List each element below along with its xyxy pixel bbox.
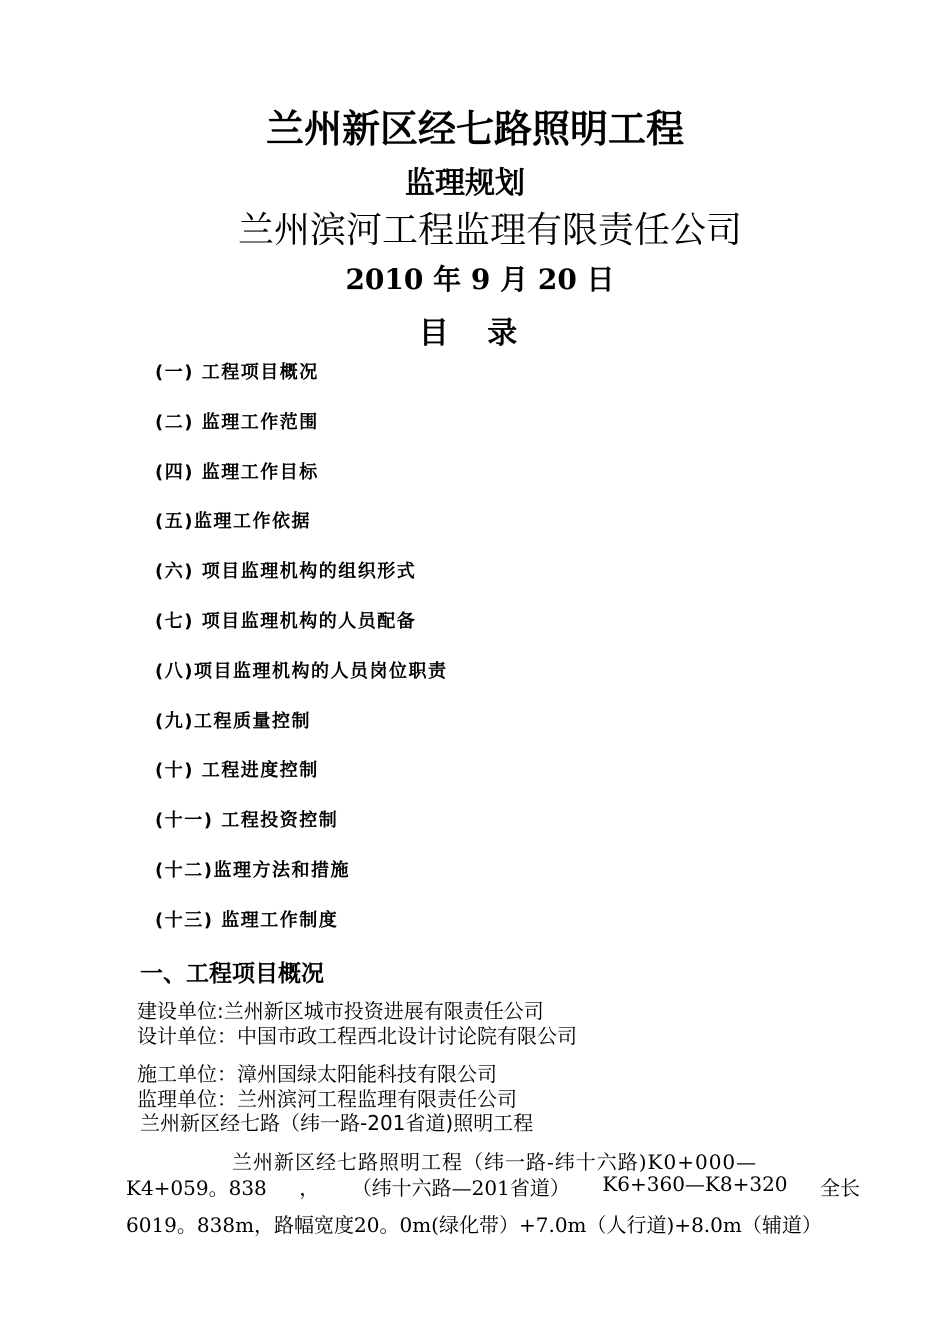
toc-item: (八)项目监理机构的人员岗位职责 bbox=[155, 660, 448, 682]
paragraph-segment: （纬十六路—201省道） bbox=[351, 1176, 570, 1200]
paragraph-segment: K6+360—K8+320 bbox=[602, 1172, 788, 1196]
owner-unit: 建设单位:兰州新区城市投资进展有限责任公司 bbox=[137, 999, 544, 1023]
toc-item: (七) 项目监理机构的人员配备 bbox=[155, 610, 417, 632]
toc-item: (一) 工程项目概况 bbox=[155, 362, 319, 383]
paragraph-segment: 全长 bbox=[819, 1176, 860, 1200]
toc-item: (五)监理工作依据 bbox=[155, 511, 311, 533]
table-of-contents bbox=[155, 358, 447, 956]
toc-item: (二) 监理工作范围 bbox=[155, 411, 319, 433]
document-type: 监理规划 bbox=[405, 166, 525, 201]
toc-title: 目 录 bbox=[418, 316, 532, 351]
paragraph-line bbox=[126, 1172, 860, 1201]
toc-item: (六) 项目监理机构的组织形式 bbox=[155, 561, 417, 583]
toc-item: (九)工程质量控制 bbox=[155, 710, 311, 732]
paragraph-line: 兰州新区经七路照明工程（纬一路-纬十六路)K0+000— bbox=[232, 1150, 758, 1174]
toc-item: (十一) 工程投资控制 bbox=[155, 810, 339, 832]
project-scope: 兰州新区经七路（纬一路-201省道)照明工程 bbox=[140, 1111, 534, 1135]
toc-item: (十三) 监理工作制度 bbox=[155, 909, 339, 931]
paragraph-segment: ， bbox=[299, 1176, 320, 1200]
project-title: 兰州新区经七路照明工程 bbox=[265, 107, 684, 151]
document-date: 2010 年 9 月 20 日 bbox=[345, 263, 615, 296]
paragraph-line: 6019。838m，路幅宽度20。0m(绿化带）+7.0m（人行道)+8.0m（辅道） bbox=[126, 1213, 822, 1237]
toc-item: (四) 监理工作目标 bbox=[155, 461, 319, 483]
design-unit: 设计单位：中国市政工程西北设计讨论院有限公司 bbox=[137, 1024, 577, 1048]
section-heading: 一、工程项目概况 bbox=[140, 961, 324, 987]
toc-item: (十二)监理方法和措施 bbox=[155, 859, 350, 881]
toc-item: (十) 工程进度控制 bbox=[155, 760, 319, 782]
paragraph-segment: K4+059。838 bbox=[126, 1176, 267, 1200]
company-name: 兰州滨河工程监理有限责任公司 bbox=[237, 210, 742, 251]
construction-unit: 施工单位：漳州国绿太阳能科技有限公司 bbox=[137, 1062, 497, 1086]
supervision-unit: 监理单位：兰州滨河工程监理有限责任公司 bbox=[137, 1087, 517, 1111]
